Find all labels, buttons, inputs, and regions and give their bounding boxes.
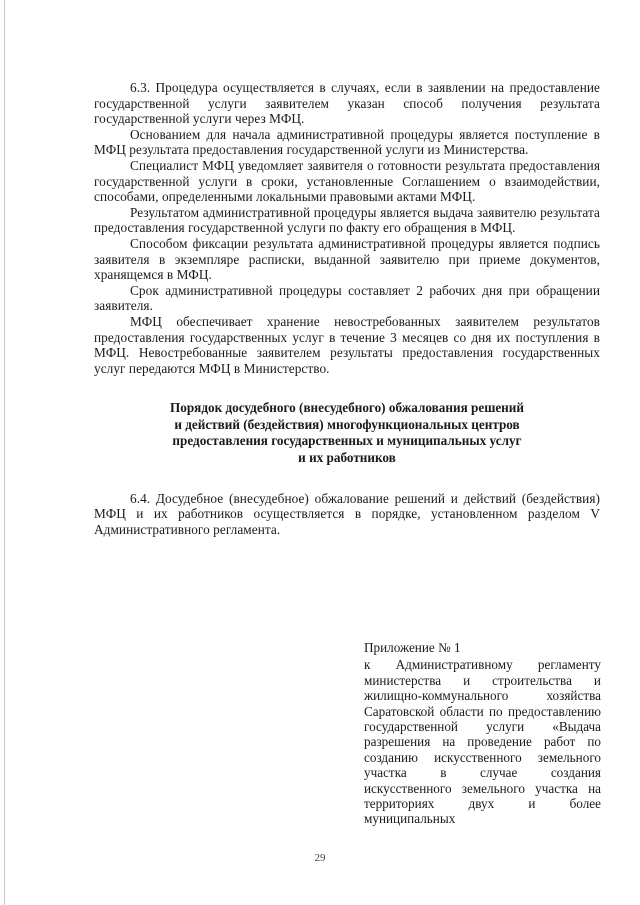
appendix-body: к Административному регламенту министерства и строительства и жилищно-коммунального хозяйства Саратовской области по предоставлению государственной услуги «Выдача разрешения на проведение работ по созданию искусственного земельного участка в случае создания искусственного земельного участка на территориях двух и более муниципальных [364,657,601,827]
paragraph-notification: Специалист МФЦ уведомляет заявителя о готовности результата предоставления государственной услуги в сроки, установленные Соглашением о взаимодействии, способами, определенными локальными правовыми актами МФЦ. [94,157,600,205]
document-body [94,80,600,537]
appendix-title: Приложение № 1 [364,640,461,655]
page-number: 29 [314,852,326,864]
heading-line: предоставления государственных и муниципальных услуг [172,433,522,449]
heading-line: и их работников [298,450,396,466]
paragraph-fixation: Способом фиксации результата административной процедуры является подпись заявителя в экземпляре расписки, выданной заявителю при приеме документов, хранящемся в МФЦ. [94,235,600,283]
paragraph-6-3: 6.3. Процедура осуществляется в случаях, если в заявлении на предоставление государственной услуги заявителем указан способ получения результата государственной услуги через МФЦ. [94,80,600,127]
heading-line: Порядок досудебного (внесудебного) обжалования решений [170,400,524,416]
heading-line: и действий (бездействия) многофункциональных центров [174,416,520,432]
paragraph-result: Результатом административной процедуры является выдача заявителю результата предоставления государственной услуги по факту его обращения в МФЦ. [94,204,600,236]
scan-edge-line [4,0,5,905]
paragraph-6-4: 6.4. Досудебное (внесудебное) обжалование решений и действий (бездействия) МФЦ и их работников осуществляется в порядке, установленном разделом V Административного регламента. [94,490,600,537]
section-heading [94,400,600,466]
paragraph-storage: МФЦ обеспечивает хранение невостребованных заявителем результатов предоставления государственных услуг в течение 3 месяцев со дня их поступления в МФЦ. Невостребованные заявителем результаты предоставления государственных услуг передаются МФЦ в Министерство. [94,313,600,376]
appendix-block [364,640,601,827]
paragraph-term: Срок административной процедуры составляет 2 рабочих дня при обращении заявителя. [94,282,600,314]
paragraph-basis: Основанием для начала административной процедуры является поступление в МФЦ результата предоставления государственной услуги из Министерства. [94,126,600,158]
